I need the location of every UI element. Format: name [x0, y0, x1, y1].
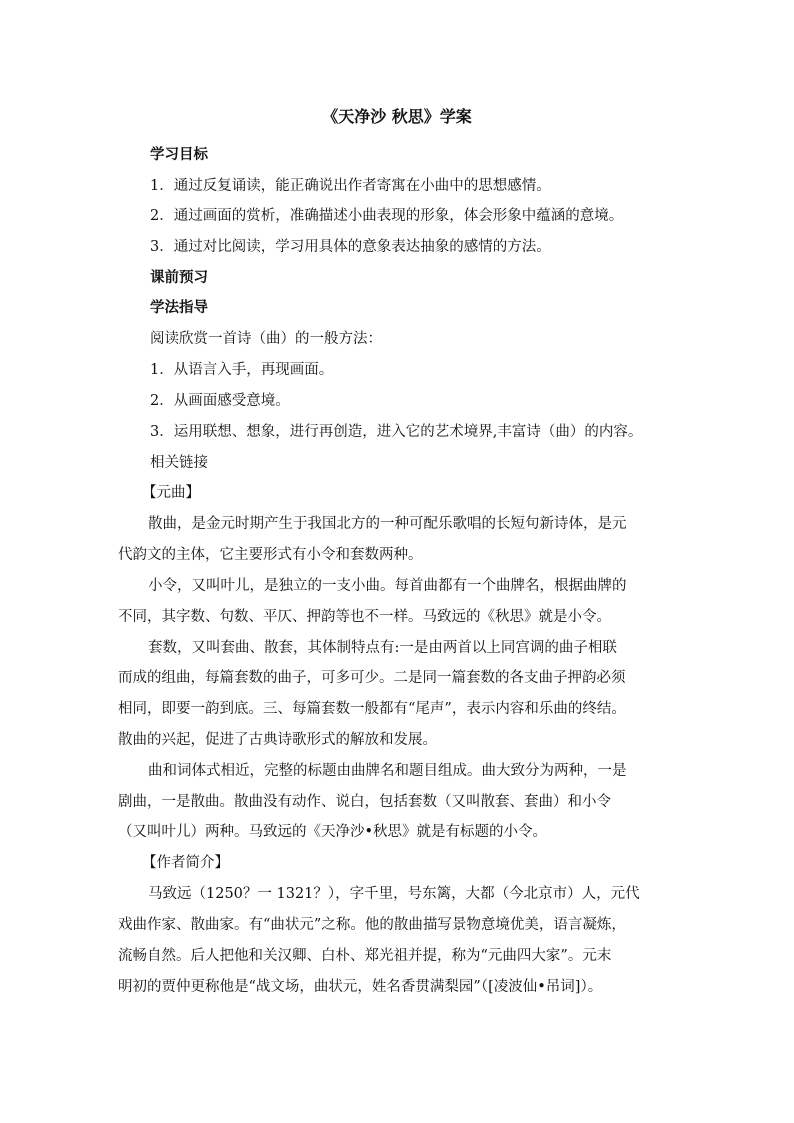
yuanqu-line: 小令，又叫叶儿，是独立的一支小曲。每首曲都有一个曲牌名，根据曲牌的 — [148, 578, 627, 594]
yuanqu-line: （又叫叶儿）两种。马致远的《天净沙•秋思》就是有标题的小令。 — [118, 824, 548, 840]
method-intro: 阅读欣赏一首诗（曲）的一般方法： — [150, 331, 382, 347]
yuanqu-heading: 【元曲】 — [142, 485, 200, 501]
method-item: 1．从语言入手，再现画面。 — [150, 362, 334, 378]
yuanqu-line: 曲和词体式相近，完整的标题由曲牌名和题目组成。曲大致分为两种，一是 — [148, 763, 627, 779]
preview-heading: 课前预习 — [150, 269, 208, 286]
yuanqu-line: 剧曲，一是散曲。散曲没有动作、说白，包括套数（又叫散套、套曲）和小令 — [118, 794, 611, 810]
author-line: 戏曲作家、散曲家。有“曲状元”之称。他的散曲描写景物意境优美，语言凝炼， — [118, 917, 626, 933]
yuanqu-line: 不同，其字数、句数、平仄、押韵等也不一样。马致远的《秋思》就是小令。 — [118, 609, 611, 625]
yuanqu-line: 散曲，是金元时期产生于我国北方的一种可配乐歌唱的长短句新诗体，是元 — [148, 516, 627, 532]
yuanqu-line: 相同，即要一韵到底。三、每篇套数一般都有“尾声”，表示内容和乐曲的终结。 — [118, 701, 626, 717]
method-item: 3．运用联想、想象，进行再创造，进入它的艺术境界,丰富诗（曲）的内容。 — [150, 424, 643, 440]
author-line: 马致远（1250？一 1321？），字千里，号东篱，大都（今北京市）人，元代 — [148, 886, 640, 902]
objective-item: 1．通过反复诵读，能正确说出作者寄寓在小曲中的思想感情。 — [150, 178, 551, 194]
yuanqu-line: 散曲的兴起，促进了古典诗歌形式的解放和发展。 — [118, 732, 437, 748]
yuanqu-line: 而成的组曲，每篇套数的曲子，可多可少。二是同一篇套数的各支曲子押韵必须 — [118, 670, 626, 686]
links-heading: 相关链接 — [150, 455, 208, 471]
objective-item: 2．通过画面的赏析，准确描述小曲表现的形象，体会形象中蕴涵的意境。 — [150, 208, 624, 224]
author-line: 流畅自然。后人把他和关汉卿、白朴、郑光祖并提，称为“元曲四大家”。元末 — [118, 948, 612, 964]
method-heading: 学法指导 — [150, 299, 208, 316]
author-line: 明初的贾仲更称他是“战文场，曲状元，姓名香贯满梨园”（[凌波仙•吊词]）。 — [118, 979, 603, 995]
yuanqu-line: 代韵文的主体，它主要形式有小令和套数两种。 — [118, 547, 423, 563]
method-item: 2．从画面感受意境。 — [150, 393, 290, 409]
page-title: 《天净沙 秋思》学案 — [322, 107, 472, 126]
author-heading: 【作者简介】 — [142, 855, 229, 871]
objective-item: 3．通过对比阅读，学习用具体的意象表达抽象的感情的方法。 — [150, 239, 551, 255]
objectives-heading: 学习目标 — [150, 146, 208, 163]
yuanqu-line: 套数，又叫套曲、散套，其体制特点有:一是由两首以上同宫调的曲子相联 — [148, 640, 617, 656]
